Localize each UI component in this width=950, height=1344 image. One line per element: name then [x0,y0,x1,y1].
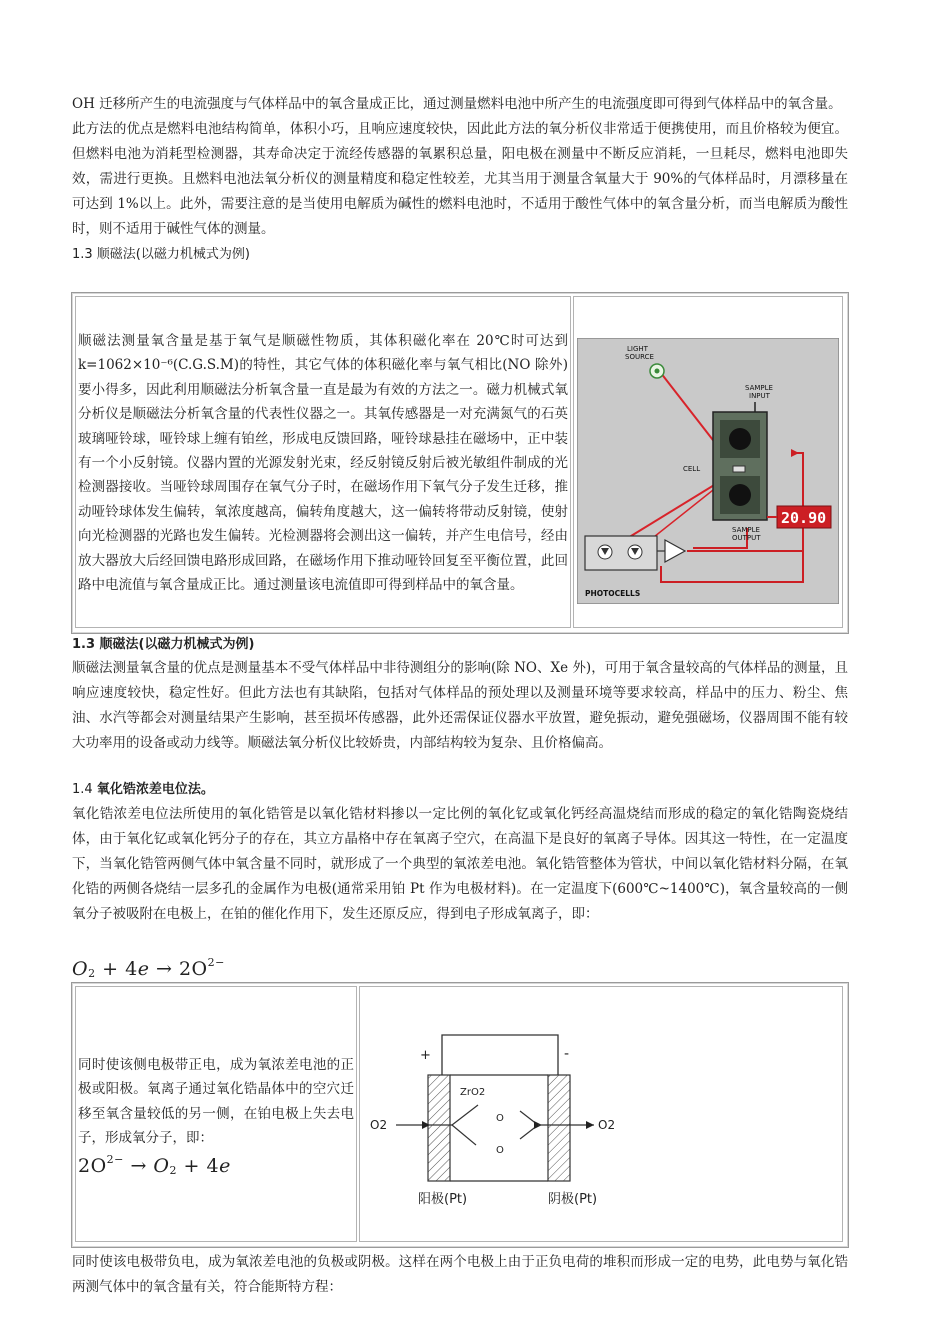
eq1-arrow: → [155,958,173,980]
document-page [72,92,848,267]
equation-oxidation [78,1153,231,1177]
eq2-reactant: 2O [78,1155,107,1177]
heading-paramagnetic-bold: 1.3 顺磁法(以磁力机械式为例) [72,637,255,652]
table-paramagnetic [71,292,849,634]
label-photocells: PHOTOCELLS [585,589,641,598]
eq1-sub: 2 [88,967,96,980]
table2-cell-text [75,986,357,1242]
heading-zirconia-number: 1.4 [72,782,93,797]
table-cell-diagram [573,296,843,628]
label-sample-output-2: OUTPUT [732,534,761,542]
label-sample-input-2: INPUT [749,392,770,400]
o2-outlet-arrow [586,1121,594,1129]
paragraph-fuel-cell: 此方法的优点是燃料电池结构简单，体积小巧，且响应速度较快，因此此方法的氧分析仪非常适于便携使用，而且价格较为便宜。但燃料电池为消耗型检测器，其寿命决定于流经传感器的氧累积总量，阳电极在测量中不断反应消耗，一旦耗尽，燃料电池即失效，需进行更换。且燃料电池法氧分析仪的测量精度和稳定性较差，尤其当用于测量含氧量大于 90%的气体样品时，月漂移量在可达到 1%以上。此外，需要注意的是当使用电解质为碱性的燃料电池时，不适用于酸性气体中的氧含量分析，而当电解质为酸性时，则不适用于碱性气体的测量。 [72,121,848,237]
display-reading: 20.90 [781,509,827,527]
label-zro2: ZrO2 [460,1087,486,1098]
paragraph-intro: OH 迁移所产生的电流强度与气体样品中的氧含量成正比，通过测量燃料电池中所产生的电流强度即可得到气体样品中的氧含量。 [72,96,842,112]
eq2-arrow: → [130,1155,147,1177]
heading-zirconia [72,777,848,802]
heading-paramagnetic: 1.3 顺磁法(以磁力机械式为例) [72,247,250,262]
label-cathode: 阴极(Pt) [548,1192,598,1207]
label-minus: - [564,1046,570,1062]
light-source-dot [655,369,660,374]
document-page-2 [72,634,848,927]
eq1-sup: 2− [207,956,225,969]
table-cell-text [75,296,571,628]
label-sample-input-1: SAMPLE [745,384,773,392]
anode-electrode [428,1075,450,1181]
paragraph-zirconia: 氧化锆浓差电位法所使用的氧化锆管是以氧化锆材料掺以一定比例的氧化钇或氧化钙经高温烧结而形成的稳定的氧化锆陶瓷烧结体，由于氧化钇或氧化钙分子的存在，其立方晶格中存在氧离子空穴，在高温下是良好的氧离子导体。因其这一特性，在一定温度下，当氧化锆管两侧气体中氧含量不同时，就形成了一个典型的氧浓差电池。氧化锆管整体为管状，中间以氧化锆材料分隔，在氧化锆的两侧各烧结一层多孔的金属作为电极(通常采用铂 Pt 作为电极材料)。在一定温度下(600℃~1400℃)，氧含量较高的一侧氧分子被吸附在电极上，在铂的催化作用下，发生还原反应，得到电子形成氧离子，即： [72,806,848,922]
eq2-plus: + 4 [183,1155,220,1177]
eq1-o: O [72,958,89,980]
label-oxygen-ion-2: O [496,1145,504,1156]
paragraph-cathode-nernst: 同时使该电极带负电，成为氧浓差电池的负极或阴极。这样在两个电极上由于正负电荷的堆积而形成一定的电势，此电势与氧化锆两测气体中的氧含量有关，符合能斯特方程： [72,1254,848,1295]
label-o2-left: O2 [370,1118,388,1132]
external-circuit [442,1035,558,1075]
label-anode: 阳极(Pt) [418,1192,468,1207]
paragraph-paramagnetic-pros: 顺磁法测量氧含量的优点是测量基本不受气体样品中非待测组分的影响(除 NO、Xe 外)，可用于氧含量较高的气体样品的测量，且响应速度较快，稳定性好。但此方法也有其缺陷，包括对气体样品的预处理以及测量环境等要求较高，样品中的压力、粉尘、焦油、水汽等都会对测量结果产生影响，甚至损坏传感器，此外还需保证仪器水平放置，避免振动，避免强磁场，仪器周围不能有较大功率用的设备或动力线等。顺磁法氧分析仪比较娇贵，内部结构较为复杂、且价格偏高。 [72,660,848,751]
cathode-electrode [548,1075,570,1181]
label-oxygen-ion-1: O [496,1113,504,1124]
label-sample-output-1: SAMPLE [732,526,760,534]
photocells-box [585,536,657,570]
zirconia-cell-diagram [368,1011,668,1211]
eq1-plus: + 4 [102,958,138,980]
table2-cell-diagram [359,986,843,1242]
eq2-sup: 2− [106,1153,124,1166]
label-light-source-2: SOURCE [625,353,654,361]
ion-path-lower [452,1125,476,1145]
dumbbell-lower-sphere [729,484,751,506]
eq2-o: O [153,1155,170,1177]
eq1-electron: e [137,958,150,980]
label-light-source-1: LIGHT [627,345,648,353]
eq2-sub: 2 [169,1164,177,1177]
label-cell: CELL [683,465,701,473]
zirconia-anode-description: 同时使该侧电极带正电，成为氧浓差电池的正极或阳极。氧离子通过氧化锆晶体中的空穴迁移至氧含量较低的另一侧，在铂电极上失去电子，形成氧分子，即： [78,1057,354,1147]
eq2-electron: e [219,1155,231,1177]
dumbbell-upper-sphere [729,428,751,450]
paramagnetic-description: 顺磁法测量氧含量是基于氧气是顺磁性物质，其体积磁化率在 20℃时可达到 k=1062×10⁻⁶(C.G.S.M)的特性，其它气体的体积磁化率与氧气相比(NO 除外)要小得多，因此利用顺磁法分析氧含量一直是最为有效的方法之一。磁力机械式氧分析仪是顺磁法分析氧含量的代表性仪器之一。其氧传感器是一对充满氮气的石英玻璃哑铃球，哑铃球上缠有铂丝，形成电反馈回路，哑铃球悬挂在磁场中，正中装有一个小反射镜。仪器内置的光源发射光束，经反射镜反射后被光敏组件制成的光检测器接收。当哑铃球周围存在氧气分子时，在磁场作用下氧气分子发生迁移，推动哑铃球体发生偏转，氧浓度越高，偏转角度越大，这一偏转将带动反射镜，使射向光检测器的光路也发生偏转。光检测器将会测出这一偏转，并产生电信号，经由放大器放大后经回馈电路形成回路，在磁场作用下推动哑铃回复至平衡位置，此回路中电流值与氧含量成正比。通过测量该电流值即可得到样品中的氧含量。 [78,333,568,594]
equation-reduction [72,956,225,980]
label-o2-right: O2 [598,1118,616,1132]
heading-zirconia-title: 氧化锆浓差电位法。 [96,782,214,797]
table-zirconia [71,982,849,1248]
reflecting-mirror [733,466,745,472]
magnetic-oxygen-analyzer-diagram [577,338,839,604]
eq1-product: 2O [178,958,208,980]
label-plus: + [420,1048,431,1063]
ion-path-upper [452,1105,478,1125]
